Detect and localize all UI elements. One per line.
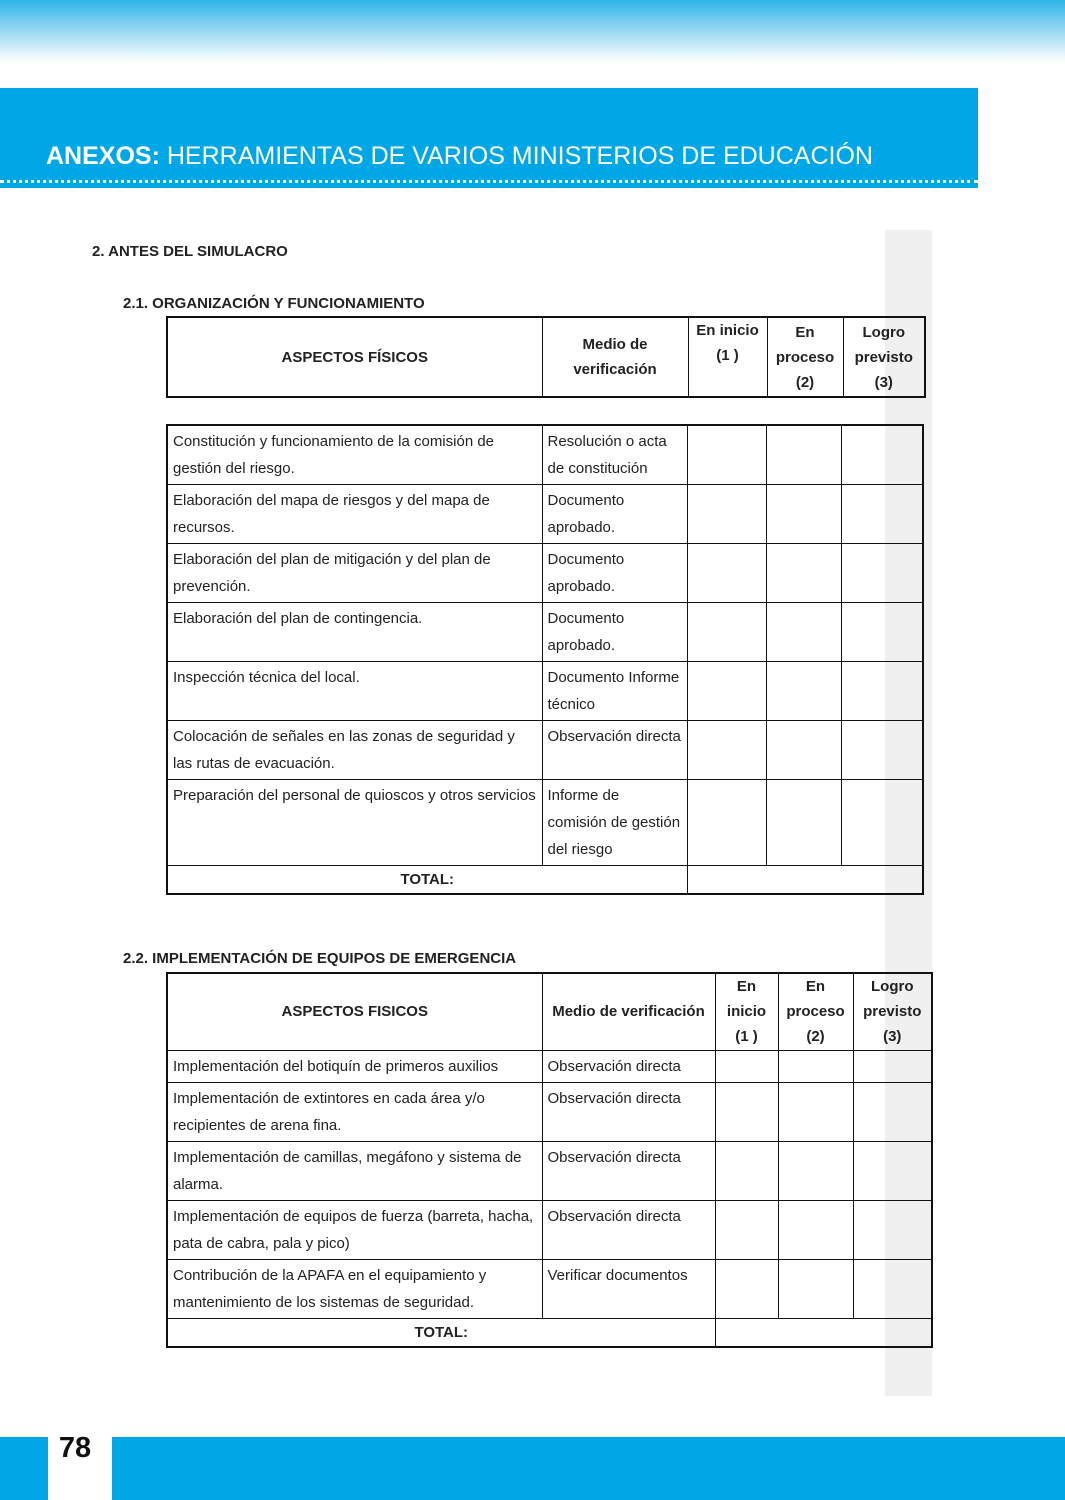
page-title-bold: ANEXOS: <box>46 142 160 170</box>
org-col-medio: Medio de verificación <box>542 317 688 397</box>
org-row-aspect: Elaboración del plan de mitigación y del plan de prevención. <box>167 544 542 603</box>
equip-total-label: TOTAL: <box>167 1318 715 1347</box>
equip-cell-logro[interactable] <box>853 1082 932 1141</box>
equip-total-row <box>167 1318 932 1347</box>
subsection-heading-org: 2.1. ORGANIZACIÓN Y FUNCIONAMIENTO <box>123 295 425 312</box>
org-cell-logro[interactable] <box>841 485 923 544</box>
org-cell-proceso[interactable] <box>766 780 841 866</box>
equip-row-medio: Observación directa <box>542 1200 715 1259</box>
header-dotted-divider <box>0 180 978 183</box>
org-row-medio: Resolución o acta de constitución <box>542 425 687 485</box>
equip-cell-proceso[interactable] <box>778 1141 853 1200</box>
org-col-aspect: ASPECTOS FÍSICOS <box>167 317 542 397</box>
org-row <box>167 544 923 603</box>
equip-col-aspect: ASPECTOS FISICOS <box>167 973 542 1050</box>
page-title <box>46 142 873 171</box>
equip-row-medio: Observación directa <box>542 1141 715 1200</box>
equip-cell-logro[interactable] <box>853 1050 932 1082</box>
org-cell-logro[interactable] <box>841 780 923 866</box>
org-cell-inicio[interactable] <box>687 544 766 603</box>
org-cell-inicio[interactable] <box>687 603 766 662</box>
equip-cell-inicio[interactable] <box>715 1259 778 1318</box>
org-col-inicio: En inicio (1 ) <box>688 317 767 397</box>
org-cell-logro[interactable] <box>841 425 923 485</box>
equip-row-aspect: Implementación de extintores en cada área y/o recipientes de arena fina. <box>167 1082 542 1141</box>
equip-row <box>167 1259 932 1318</box>
equip-cell-logro[interactable] <box>853 1141 932 1200</box>
equip-cell-proceso[interactable] <box>778 1259 853 1318</box>
footer-band <box>0 1437 1065 1500</box>
org-row-aspect: Constitución y funcionamiento de la comisión de gestión del riesgo. <box>167 425 542 485</box>
org-row-medio: Documento aprobado. <box>542 485 687 544</box>
org-row <box>167 721 923 780</box>
org-cell-proceso[interactable] <box>766 721 841 780</box>
equip-cell-proceso[interactable] <box>778 1082 853 1141</box>
org-row-aspect: Elaboración del plan de contingencia. <box>167 603 542 662</box>
org-row-medio: Documento aprobado. <box>542 544 687 603</box>
org-row <box>167 780 923 866</box>
org-row-medio: Documento aprobado. <box>542 603 687 662</box>
equip-col-inicio: En inicio (1 ) <box>715 973 778 1050</box>
equip-col-proceso: En proceso (2) <box>778 973 853 1050</box>
equip-cell-proceso[interactable] <box>778 1050 853 1082</box>
top-gradient-band <box>0 0 1065 62</box>
equip-row <box>167 1141 932 1200</box>
org-col-logro: Logro previsto (3) <box>843 317 925 397</box>
equip-col-medio: Medio de verificación <box>542 973 715 1050</box>
org-row-aspect: Elaboración del mapa de riesgos y del mapa de recursos. <box>167 485 542 544</box>
equip-row-aspect: Implementación del botiquín de primeros auxilios <box>167 1050 542 1082</box>
equip-cell-proceso[interactable] <box>778 1200 853 1259</box>
page-title-rest: HERRAMIENTAS DE VARIOS MINISTERIOS DE EDUCACIÓN <box>159 142 873 170</box>
subsection-heading-equip: 2.2. IMPLEMENTACIÓN DE EQUIPOS DE EMERGENCIA <box>123 950 517 967</box>
equip-cell-logro[interactable] <box>853 1259 932 1318</box>
org-total-label: TOTAL: <box>167 866 687 895</box>
org-row-aspect: Preparación del personal de quioscos y otros servicios <box>167 780 542 866</box>
org-row-medio: Documento Informe técnico <box>542 662 687 721</box>
equip-cell-inicio[interactable] <box>715 1141 778 1200</box>
org-cell-proceso[interactable] <box>766 662 841 721</box>
org-cell-proceso[interactable] <box>766 485 841 544</box>
equip-row-aspect: Implementación de equipos de fuerza (barreta, hacha, pata de cabra, pala y pico) <box>167 1200 542 1259</box>
equip-total-value[interactable] <box>715 1318 932 1347</box>
org-row-medio: Informe de comisión de gestión del riesgo <box>542 780 687 866</box>
equip-col-logro: Logro previsto (3) <box>853 973 932 1050</box>
equip-cell-inicio[interactable] <box>715 1050 778 1082</box>
equip-row-medio: Observación directa <box>542 1050 715 1082</box>
org-cell-inicio[interactable] <box>687 485 766 544</box>
org-body-table <box>166 424 924 895</box>
section-heading: 2. ANTES DEL SIMULACRO <box>92 243 288 260</box>
org-total-value[interactable] <box>687 866 923 895</box>
org-row <box>167 485 923 544</box>
org-cell-inicio[interactable] <box>687 425 766 485</box>
org-total-row <box>167 866 923 895</box>
org-cell-proceso[interactable] <box>766 544 841 603</box>
equip-cell-inicio[interactable] <box>715 1200 778 1259</box>
page-number: 78 <box>58 1432 92 1464</box>
equip-row-aspect: Contribución de la APAFA en el equipamiento y mantenimiento de los sistemas de seguridad. <box>167 1259 542 1318</box>
org-cell-inicio[interactable] <box>687 721 766 780</box>
org-cell-proceso[interactable] <box>766 603 841 662</box>
equip-row <box>167 1082 932 1141</box>
org-col-proceso: En proceso (2) <box>767 317 843 397</box>
equip-table <box>166 972 933 1348</box>
header-banner <box>0 88 978 188</box>
equip-row <box>167 1200 932 1259</box>
org-header-table <box>166 316 926 398</box>
equip-row-medio: Verificar documentos <box>542 1259 715 1318</box>
org-row-aspect: Colocación de señales en las zonas de seguridad y las rutas de evacuación. <box>167 721 542 780</box>
equip-cell-inicio[interactable] <box>715 1082 778 1141</box>
org-cell-inicio[interactable] <box>687 780 766 866</box>
equip-row-medio: Observación directa <box>542 1082 715 1141</box>
org-cell-logro[interactable] <box>841 662 923 721</box>
org-cell-logro[interactable] <box>841 721 923 780</box>
org-cell-inicio[interactable] <box>687 662 766 721</box>
org-row-aspect: Inspección técnica del local. <box>167 662 542 721</box>
org-cell-logro[interactable] <box>841 603 923 662</box>
org-row <box>167 662 923 721</box>
org-cell-logro[interactable] <box>841 544 923 603</box>
org-row-medio: Observación directa <box>542 721 687 780</box>
org-row <box>167 603 923 662</box>
equip-cell-logro[interactable] <box>853 1200 932 1259</box>
org-cell-proceso[interactable] <box>766 425 841 485</box>
equip-row <box>167 1050 932 1082</box>
org-row <box>167 425 923 485</box>
equip-row-aspect: Implementación de camillas, megáfono y sistema de alarma. <box>167 1141 542 1200</box>
